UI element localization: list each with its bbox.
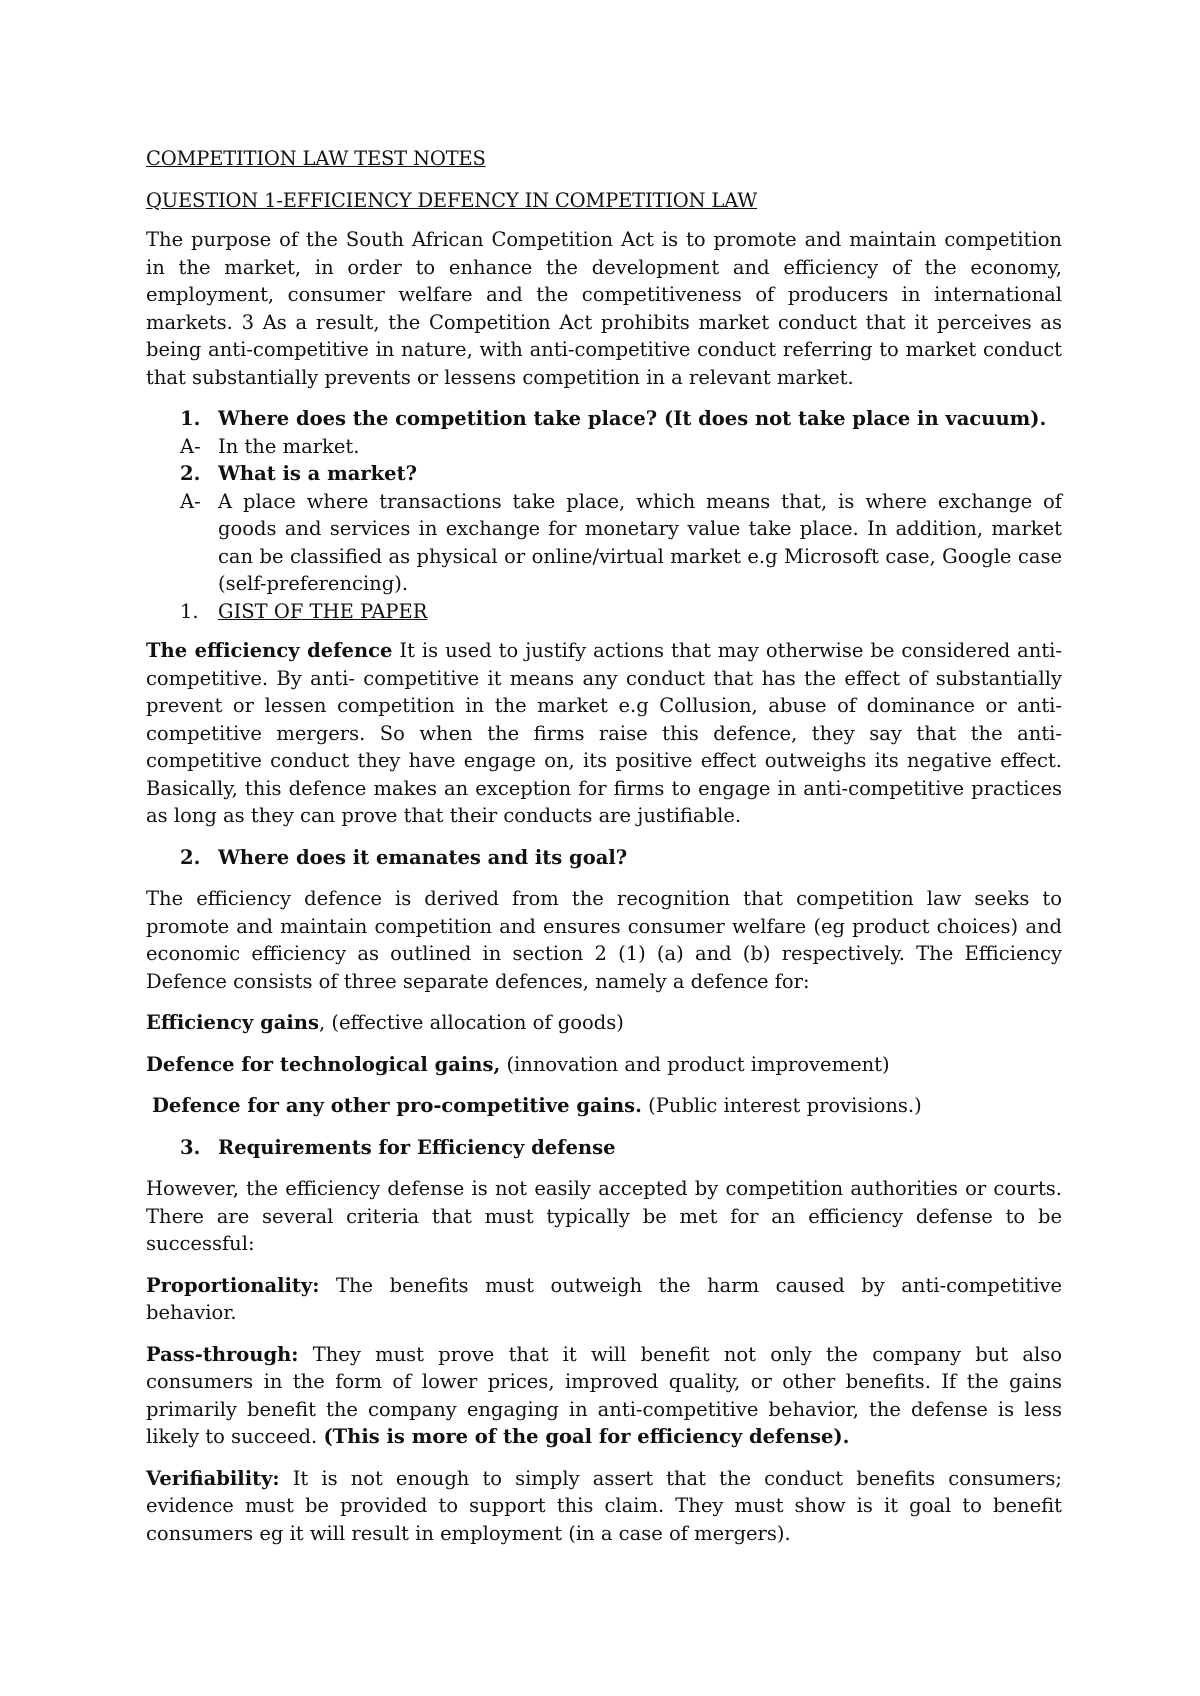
criterion-item <box>146 1272 1062 1327</box>
section-heading: Where does it emanates and its goal? <box>218 845 628 869</box>
criterion-item <box>146 1341 1062 1451</box>
term-lead: Efficiency gains <box>146 1011 319 1034</box>
defence-item <box>146 1009 1062 1037</box>
document-title: COMPETITION LAW TEST NOTES <box>146 147 486 170</box>
section-3-paragraph: However, the efficiency defense is not easily accepted by competition authorities or courts. There are several criteria that must typically be met for an efficiency defense to be successful: <box>146 1177 1062 1255</box>
term-lead: The efficiency defence <box>146 639 393 662</box>
defence-item <box>146 1092 1062 1120</box>
intro-paragraph: The purpose of the South African Competition Act is to promote and maintain competition in the market, in order to enhance the development and efficiency of the economy, employment, consumer welfare and the competitiveness of producers in international markets. 3 As a result, the Competition Act prohibits market conduct that it perceives as being anti-competitive in nature, with anti-competitive conduct referring to market conduct that substantially prevents or lessens competition in a relevant market. <box>146 228 1062 389</box>
list-item <box>146 488 1062 598</box>
question-text: Where does the competition take place? (It does not take place in vacuum). <box>218 407 1047 430</box>
answer-text: A place where transactions take place, which means that, is where exchange of goods and services in exchange for monetary value take place. In addition, market can be classified as physical or online/virtual market e.g Microsoft case, Google case (self-preferencing). <box>218 489 1062 595</box>
paragraph-text: The benefits must outweigh the harm caused by anti-competitive behavior. <box>146 1273 1062 1324</box>
document-body <box>146 145 1062 1561</box>
list-item <box>146 460 1062 488</box>
paragraph-text: They must prove that it will benefit not only the company but also consumers in the form of lower prices, improved quality, or other benefits. If the gains primarily benefit the company engaging in anti-competitive behavior, the defense is less likely to succeed. <box>146 1342 1062 1448</box>
list-item <box>146 433 1062 461</box>
list-number: 1. <box>180 407 201 430</box>
answer-marker: A- <box>180 434 201 458</box>
question-text: What is a market? <box>218 462 417 485</box>
list-number: 2. <box>180 845 201 869</box>
paragraph-text: , (effective allocation of goods) <box>318 1011 624 1034</box>
paragraph-text: (innovation and product improvement) <box>500 1052 890 1076</box>
section-2-heading <box>146 844 1062 872</box>
paragraph-text: It is used to justify actions that may otherwise be considered anti-competitive. By anti- competitive it means any conduct that has the effect of substantially prevent or lessen competition in the market e.g Collusion, abuse of dominance or anti-competitive mergers. So when the firms raise this defence, they say that the anti-competitive conduct they have engage on, its positive effect outweighs its negative effect. Basically, this defence makes an exception for firms to engage in anti-competitive practices as long as they can prove that their conducts are justifiable. <box>146 639 1062 827</box>
efficiency-defence-paragraph <box>146 637 1062 830</box>
qa-list <box>146 405 1062 625</box>
paragraph-text: (Public interest provisions.) <box>641 1094 922 1117</box>
section-2-paragraph: The efficiency defence is derived from the recognition that competition law seeks to promote and maintain competition and ensures consumer welfare (eg product choices) and economic efficiency as outlined in section 2 (1) (a) and (b) respectively. The Efficiency Defence consists of three separate defences, namely a defence for: <box>146 887 1062 993</box>
list-item <box>146 405 1062 433</box>
list-item <box>146 598 1062 626</box>
emphasis-note: (This is more of the goal for efficiency defense). <box>323 1425 850 1448</box>
list-number: 2. <box>180 462 201 485</box>
term-lead: Verifiability: <box>146 1466 280 1490</box>
defence-item <box>146 1051 1062 1079</box>
criterion-item <box>146 1465 1062 1548</box>
paragraph-text: It is not enough to simply assert that the conduct benefits consumers; evidence must be provided to support this claim. They must show is it goal to benefit consumers eg it will result in employment (in a case of mergers). <box>146 1466 1062 1545</box>
list-number: 3. <box>180 1135 201 1159</box>
term-lead: Pass-through: <box>146 1342 299 1366</box>
section-3-heading <box>146 1134 1062 1162</box>
term-lead: Defence for any other pro-competitive gains. <box>152 1094 642 1117</box>
term-lead: Proportionality: <box>146 1273 320 1297</box>
term-lead: Defence for technological gains, <box>146 1052 501 1076</box>
answer-marker: A- <box>180 489 201 513</box>
section-heading: Requirements for Efficiency defense <box>218 1135 616 1159</box>
list-number: 1. <box>180 599 199 623</box>
section-heading: GIST OF THE PAPER <box>218 599 428 623</box>
answer-text: In the market. <box>218 434 360 458</box>
question-title: QUESTION 1-EFFICIENCY DEFENCY IN COMPETITION LAW <box>146 188 758 212</box>
